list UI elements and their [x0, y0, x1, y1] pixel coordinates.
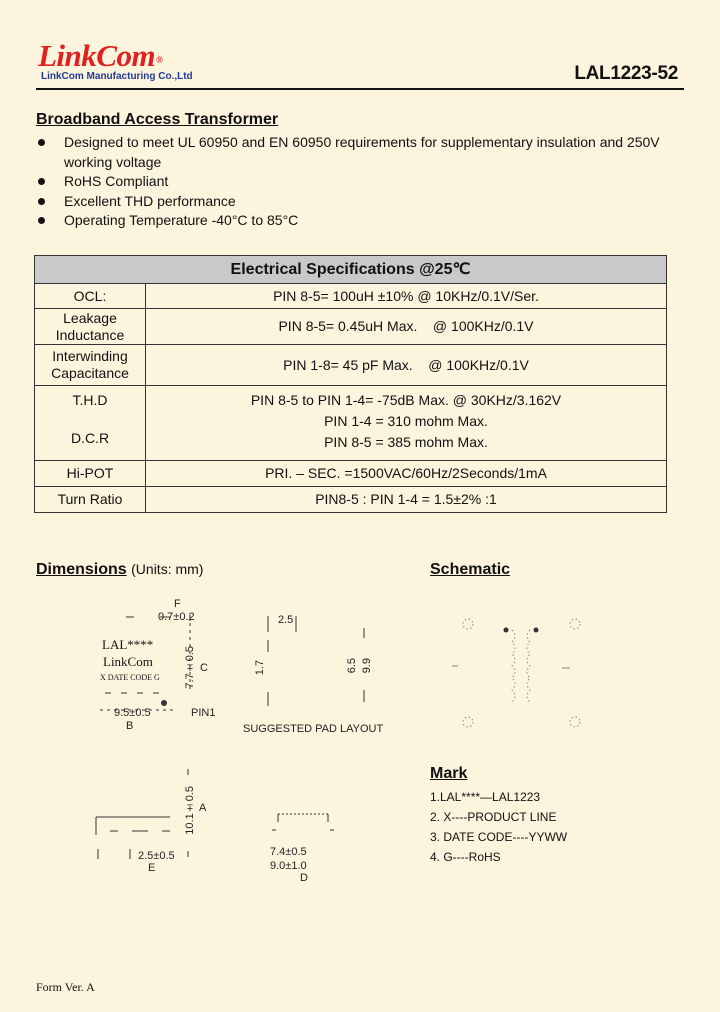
- value-cell: [146, 386, 667, 461]
- product-title: Broadband Access Transformer: [36, 111, 279, 128]
- feature-item: Operating Temperature -40°C to 85°C: [36, 211, 676, 231]
- bullet-icon: [38, 139, 45, 146]
- part-mark-line1: LAL****: [102, 637, 154, 652]
- dim-a-value: 10.1±0.5: [184, 786, 196, 835]
- pad-height-dim-2: 9.9: [361, 658, 373, 674]
- schematic-heading: Schematic: [430, 561, 511, 578]
- schematic-diagram: [450, 610, 600, 735]
- dim-d-value-1: 7.4±0.5: [270, 846, 307, 858]
- spec-table-heading: Electrical Specifications @25℃: [35, 256, 667, 284]
- dimensions-units: (Units: mm): [131, 561, 204, 577]
- header-divider: [36, 88, 684, 90]
- dim-a-label: A: [199, 802, 207, 814]
- thd-label: T.H.D: [72, 392, 108, 408]
- logo-text: LinkCom: [38, 38, 156, 73]
- value-cell: PIN 8-5= 0.45uH Max. @ 100KHz/0.1V: [146, 309, 667, 345]
- table-header-row: [35, 256, 667, 284]
- value-cell: PIN 1-8= 45 pF Max. @ 100KHz/0.1V: [146, 345, 667, 386]
- dim-b-label: B: [126, 720, 134, 732]
- pad-top-dim: 2.5: [278, 614, 294, 626]
- form-version: Form Ver. A: [36, 980, 95, 994]
- dim-f-value: 0.7±0.2: [158, 611, 195, 623]
- part-number: LAL1223-52: [574, 63, 678, 84]
- table-row: [35, 345, 667, 386]
- param-cell: Leakage Inductance: [35, 309, 146, 345]
- dcr-value-1: PIN 1-4 = 310 mohm Max.: [324, 413, 488, 429]
- bullet-icon: [38, 198, 45, 205]
- dim-d-label: D: [300, 872, 308, 884]
- param-cell: Turn Ratio: [35, 487, 146, 513]
- param-cell: Hi-POT: [35, 461, 146, 487]
- mark-item: 4. G----RoHS: [430, 850, 501, 864]
- feature-item: Designed to meet UL 60950 and EN 60950 requirements for supplementary insulation and 250V working voltage: [36, 133, 676, 172]
- part-mark-line2: LinkCom: [103, 654, 153, 669]
- feature-list: [36, 133, 676, 231]
- dcr-label: D.C.R: [70, 430, 110, 446]
- mark-list: [430, 787, 567, 867]
- bullet-icon: [38, 217, 45, 224]
- feature-item: Excellent THD performance: [36, 192, 676, 212]
- table-row: [35, 461, 667, 487]
- mark-item: 1.LAL****—LAL1223: [430, 790, 541, 804]
- value-cell: PRI. – SEC. =1500VAC/60Hz/2Seconds/1mA: [146, 461, 667, 487]
- registered-mark: ®: [156, 55, 163, 65]
- table-row: [35, 487, 667, 513]
- dcr-value-2: PIN 8-5 = 385 mohm Max.: [324, 434, 488, 450]
- table-row: [35, 309, 667, 345]
- electrical-spec-table: [34, 255, 667, 513]
- dim-c-label: C: [200, 662, 208, 674]
- param-cell: Interwinding Capacitance: [35, 345, 146, 386]
- mark-heading: Mark: [430, 765, 468, 782]
- part-mark-line3: X DATE CODE G: [100, 673, 160, 682]
- dim-e-value: 2.5±0.5: [138, 850, 175, 862]
- pad-height-dim-1: 6.5: [346, 658, 358, 674]
- table-row: [35, 386, 667, 461]
- dim-e-label: E: [148, 862, 156, 874]
- dimensions-heading-row: [36, 561, 203, 579]
- feature-item: RoHS Compliant: [36, 172, 676, 192]
- linkcom-logo: [38, 40, 161, 72]
- dim-f-label: F: [174, 598, 181, 610]
- dim-b-value: 9.5±0.5: [114, 707, 151, 719]
- dim-d-value-2: 9.0±1.0: [270, 860, 307, 872]
- bullet-icon: [38, 178, 45, 185]
- pin1-label: PIN1: [191, 707, 216, 719]
- pad-layout-caption: SUGGESTED PAD LAYOUT: [243, 723, 384, 735]
- mark-item: 2. X----PRODUCT LINE: [430, 810, 557, 824]
- param-cell: OCL:: [35, 284, 146, 309]
- mark-item: 3. DATE CODE----YYWW: [430, 830, 568, 844]
- company-name: LinkCom Manufacturing Co.,Ltd: [41, 71, 193, 82]
- dimensions-heading: Dimensions: [36, 561, 127, 578]
- thd-value: PIN 8-5 to PIN 1-4= -75dB Max. @ 30KHz/3.162V: [250, 392, 562, 408]
- table-row: [35, 284, 667, 309]
- value-cell: PIN8-5 : PIN 1-4 = 1.5±2% :1: [146, 487, 667, 513]
- dim-c-value: 7.7±0.5: [184, 646, 196, 689]
- param-cell: [35, 386, 146, 461]
- value-cell: PIN 8-5= 100uH ±10% @ 10KHz/0.1V/Ser.: [146, 284, 667, 309]
- pad-left-dim: 1.7: [254, 660, 266, 676]
